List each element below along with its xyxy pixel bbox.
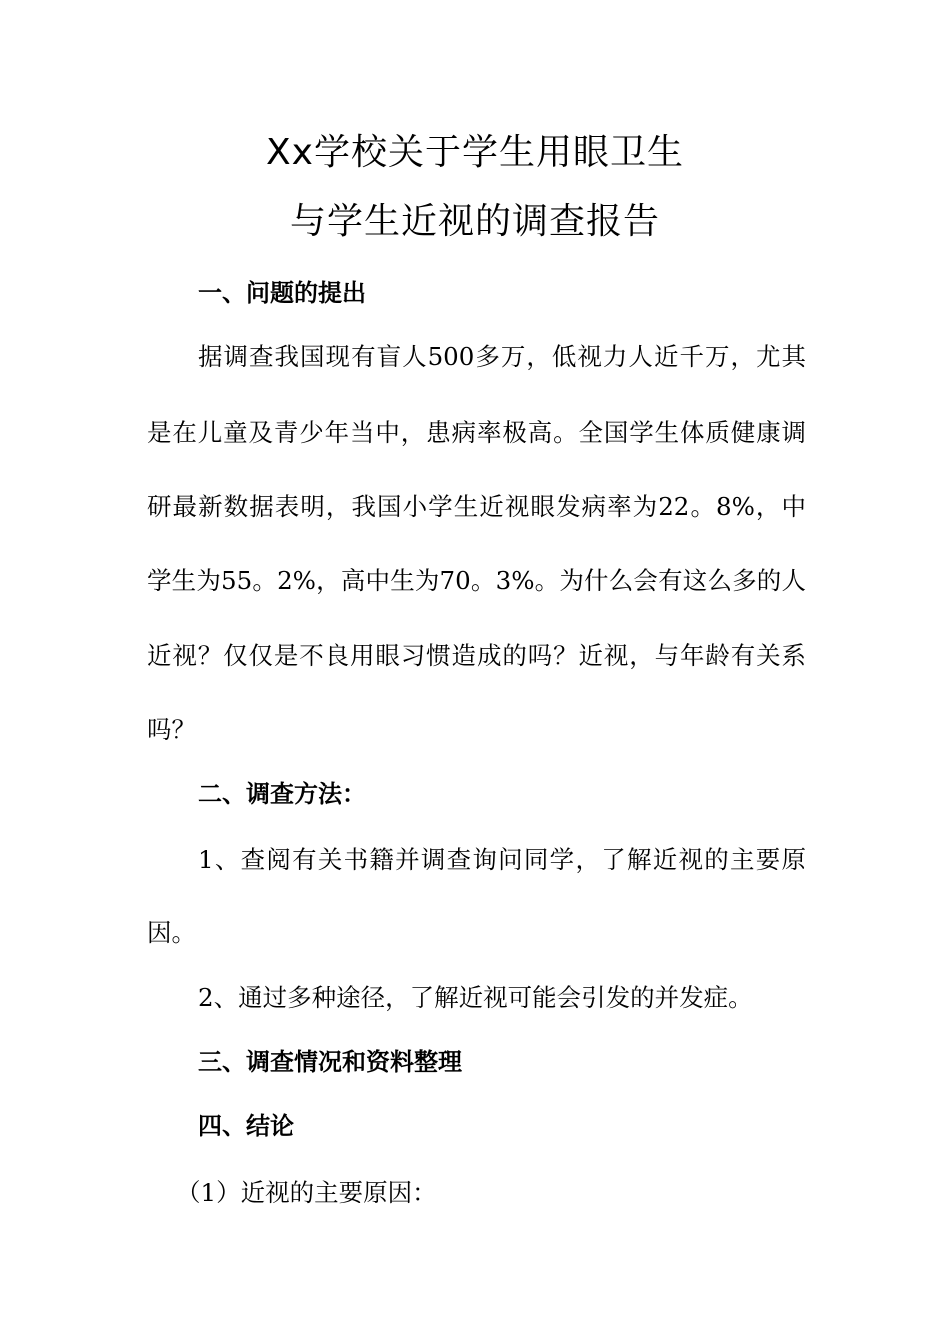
section-heading-method: 二、调查方法： bbox=[198, 780, 366, 808]
paragraph-line: 近视？仅仅是不良用眼习惯造成的吗？近视，与年龄有关系 bbox=[147, 641, 806, 670]
method-item-1-line: 1、查阅有关书籍并调查询问同学，了解近视的主要原 bbox=[198, 845, 806, 874]
paragraph-line: 学生为55。2%，高中生为70。3%。为什么会有这么多的人 bbox=[147, 566, 806, 595]
document-title-line-1: Xx学校关于学生用眼卫生 bbox=[266, 132, 684, 173]
method-item-1-line: 因。 bbox=[147, 918, 196, 947]
paragraph-line: 是在儿童及青少年当中，患病率极高。全国学生体质健康调 bbox=[147, 418, 806, 447]
section-heading-survey: 三、调查情况和资料整理 bbox=[198, 1048, 462, 1076]
paragraph-line: 据调查我国现有盲人500多万，低视力人近千万，尤其 bbox=[198, 342, 806, 371]
document-title-line-2: 与学生近视的调查报告 bbox=[289, 201, 660, 242]
conclusion-subheading: （1）近视的主要原因： bbox=[176, 1178, 437, 1207]
paragraph-line: 研最新数据表明，我国小学生近视眼发病率为22。8%，中 bbox=[147, 492, 806, 521]
section-heading-conclusion: 四、结论 bbox=[198, 1112, 294, 1140]
paragraph-line: 吗？ bbox=[147, 715, 196, 744]
method-item-2: 2、通过多种途径，了解近视可能会引发的并发症。 bbox=[198, 983, 753, 1012]
section-heading-problem: 一、问题的提出 bbox=[198, 279, 366, 307]
